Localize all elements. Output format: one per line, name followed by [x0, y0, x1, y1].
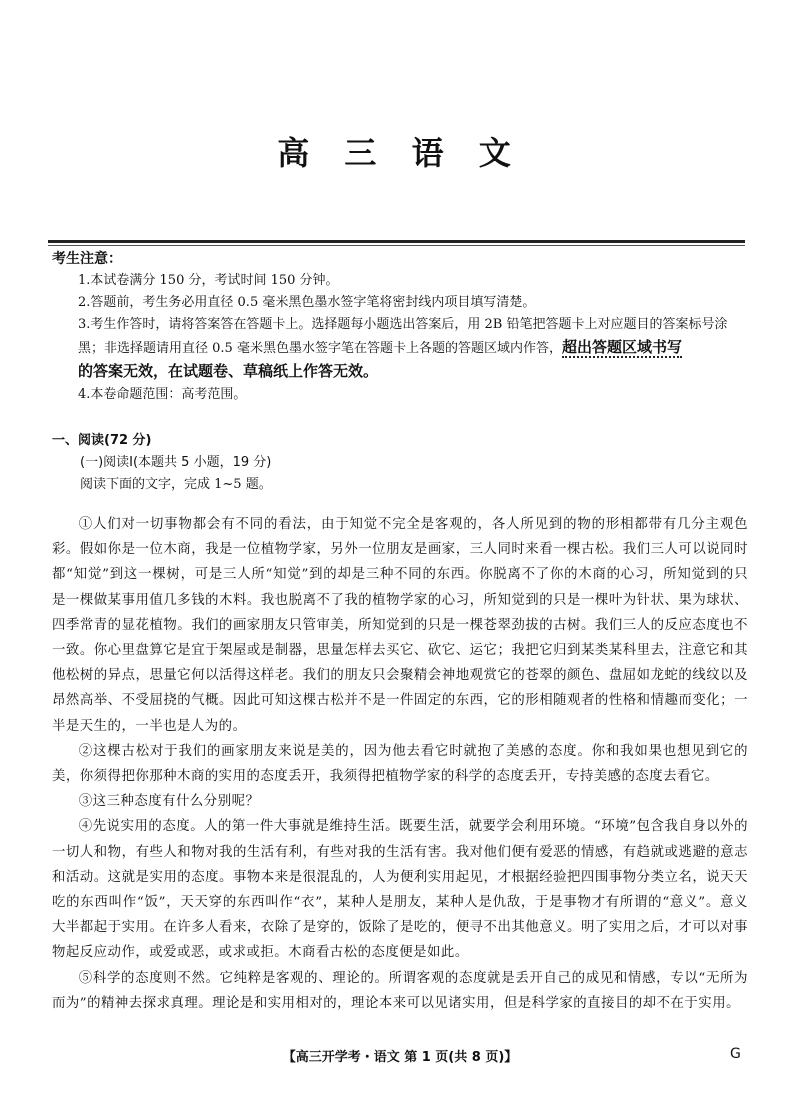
notice-item-2: 2.答题前，考生务必用直径 0.5 毫米黑色墨水签字笔将密封线内项目填写清楚。 [78, 295, 536, 310]
reading-section [52, 430, 752, 496]
notice-item-1: 1.本试卷满分 150 分，考试时间 150 分钟。 [78, 273, 339, 288]
notice-item-3-emphasis-b: 的答案无效，在试题卷、草稿纸上作答无效。 [78, 362, 379, 380]
reading-instruction: 阅读下面的文字，完成 1~5 题。 [80, 477, 272, 492]
exam-notice [52, 248, 752, 406]
passage-paragraph-2: ②这棵古松对于我们的画家朋友来说是美的，因为他去看它时就抱了美感的态度。你和我如果也想见到它的美，你须得把你那种木商的实用的态度丢开，我须得把植物学家的科学的态度丢开，专持美感的态度去看它。 [52, 743, 748, 785]
notice-item-4: 4.本卷命题范围：高考范围。 [78, 387, 247, 402]
passage-paragraph-1: ①人们对一切事物都会有不同的看法，由于知觉不完全是客观的，各人所见到的物的形相都带有几分主观色彩。假如你是一位木商，我是一位植物学家，另外一位朋友是画家，三人同时来看一棵古松。我们三人可以说同时都“知觉”到这一棵树，可是三人所“知觉”到的却是三种不同的东西。你脱离不了你的木商的心习，所知觉到的只是一棵做某事用值几多钱的木料。我也脱离不了我的植物学家的心习，所知觉到的只是一棵叶为针状、果为球状、四季常青的显花植物。我们的画家朋友只管审美，所知觉到的只是一棵苍翠劲拔的古树。我们三人的反应态度也不一致。你心里盘算它是宜于架屋或是制器，思量怎样去买它、砍它、运它；我把它归到某类某科里去，注意它和其他松树的异点，思量它何以活得这样老。我们的朋友只会聚精会神地观赏它的苍翠的颜色、盘屈如龙蛇的线纹以及昂然高举、不受屈挠的气概。因此可知这棵古松并不是一件固定的东西，它的形相随观者的性格和情趣而变化；一半是天生的，一半也是人为的。 [52, 517, 748, 734]
notice-item-3 [52, 314, 752, 384]
section-heading: 一、阅读(72 分) [52, 433, 152, 448]
passage-paragraph-3: ③这三种态度有什么分别呢？ [78, 794, 260, 810]
page-footer: 【高三开学考・语文 第 1 页(共 8 页)】 [282, 1050, 518, 1065]
reading-passage [52, 512, 748, 1016]
header-divider-thin [48, 245, 745, 246]
notice-item-3-emphasis-a: 超出答题区域书写 [561, 338, 682, 356]
subsection-heading: (一)阅读Ⅰ(本题共 5 小题，19 分) [80, 455, 272, 470]
header-divider [48, 240, 745, 243]
notice-item-3-text: 3.考生作答时，请将答案答在答题卡上。选择题每小题选出答案后，用 2B 铅笔把答题卡上对应题目的答案标号涂黑；非选择题请用直径 0.5 毫米黑色墨水签字笔在答题卡上各题的答题区域内作答， [78, 317, 728, 356]
passage-paragraph-4: ④先说实用的态度。人的第一件大事就是维持生活。既要生活，就要学会利用环境。“环境”包含我自身以外的一切人和物，有些人和物对我的生活有利，有些对我的生活有害。我对他们便有爱恶的情感，有趋就或逃避的意志和活动。这就是实用的态度。事物本来是很混乱的，人为便利实用起见，才根据经验把四围事物分类立名，说天天吃的东西叫作“饭”，天天穿的东西叫作“衣”，某种人是朋友，某种人是仇敌，于是事物才有所谓的“意义”。意义大半都起于实用。在许多人看来，衣除了是穿的，饭除了是吃的，便寻不出其他意义。明了实用之后，才可以对事物起反应动作，或爱或恶，或求或拒。木商看古松的态度便是如此。 [52, 819, 748, 961]
version-mark: G [730, 1046, 741, 1062]
page-title: 高 三 语 文 [277, 134, 523, 172]
passage-paragraph-5: ⑤科学的态度则不然。它纯粹是客观的、理论的。所谓客观的态度就是丢开自己的成见和情感，专以“无所为而为”的精神去探求真理。理论是和实用相对的，理论本来可以见诸实用，但是科学家的直接目的却不在于实用。 [52, 970, 748, 1011]
notice-heading: 考生注意： [52, 251, 122, 267]
